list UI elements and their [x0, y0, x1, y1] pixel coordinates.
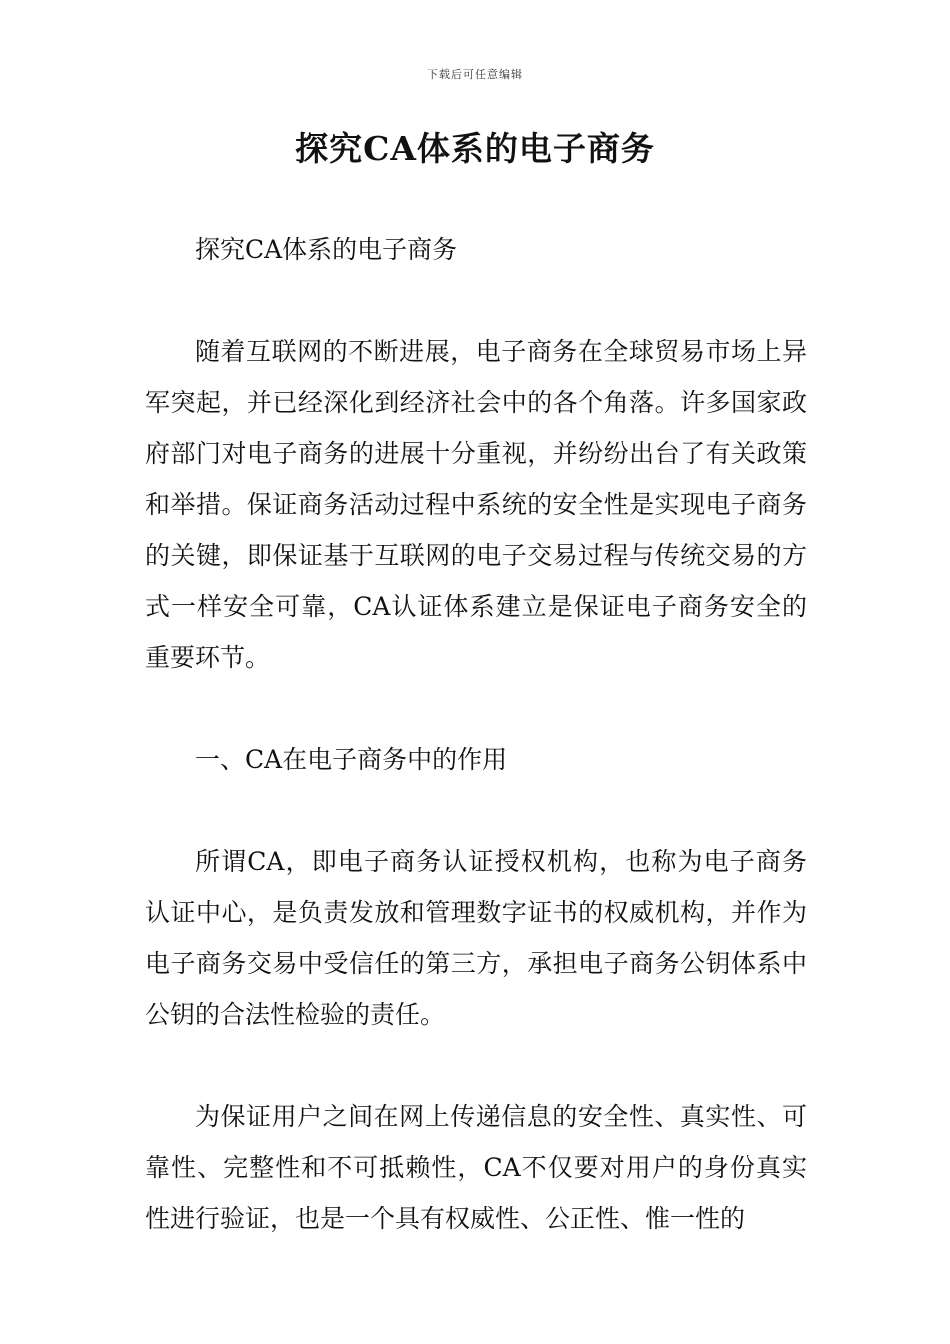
- paragraph-ca-security: 为保证用户之间在网上传递信息的安全性、真实性、可靠性、完整性和不可抵赖性，CA不仅要对用户的身份真实性进行验证，也是一个具有权威性、公正性、惟一性的: [145, 1102, 807, 1233]
- paragraph-gap: [145, 785, 807, 836]
- document-body: [145, 224, 807, 1244]
- paragraph-gap: [145, 275, 807, 326]
- paragraph-gap: [145, 683, 807, 734]
- paragraph-gap: [145, 1040, 807, 1091]
- paragraph-intro: 随着互联网的不断进展，电子商务在全球贸易市场上异军突起，并已经深化到经济社会中的各个角落。许多国家政府部门对电子商务的进展十分重视，并纷纷出台了有关政策和举措。保证商务活动过程中系统的安全性是实现电子商务的关键，即保证基于互联网的电子交易过程与传统交易的方式一样安全可靠，CA认证体系建立是保证电子商务安全的重要环节。: [145, 337, 807, 672]
- document-title: 探究CA体系的电子商务: [295, 129, 655, 168]
- section-heading: 一、CA在电子商务中的作用: [195, 745, 508, 774]
- header-note: 下载后可任意编辑: [427, 68, 523, 81]
- paragraph-subtitle: 探究CA体系的电子商务: [195, 235, 458, 264]
- paragraph-ca-definition: 所谓CA，即电子商务认证授权机构，也称为电子商务认证中心，是负责发放和管理数字证书的权威机构，并作为电子商务交易中受信任的第三方，承担电子商务公钥体系中公钥的合法性检验的责任。: [145, 847, 807, 1029]
